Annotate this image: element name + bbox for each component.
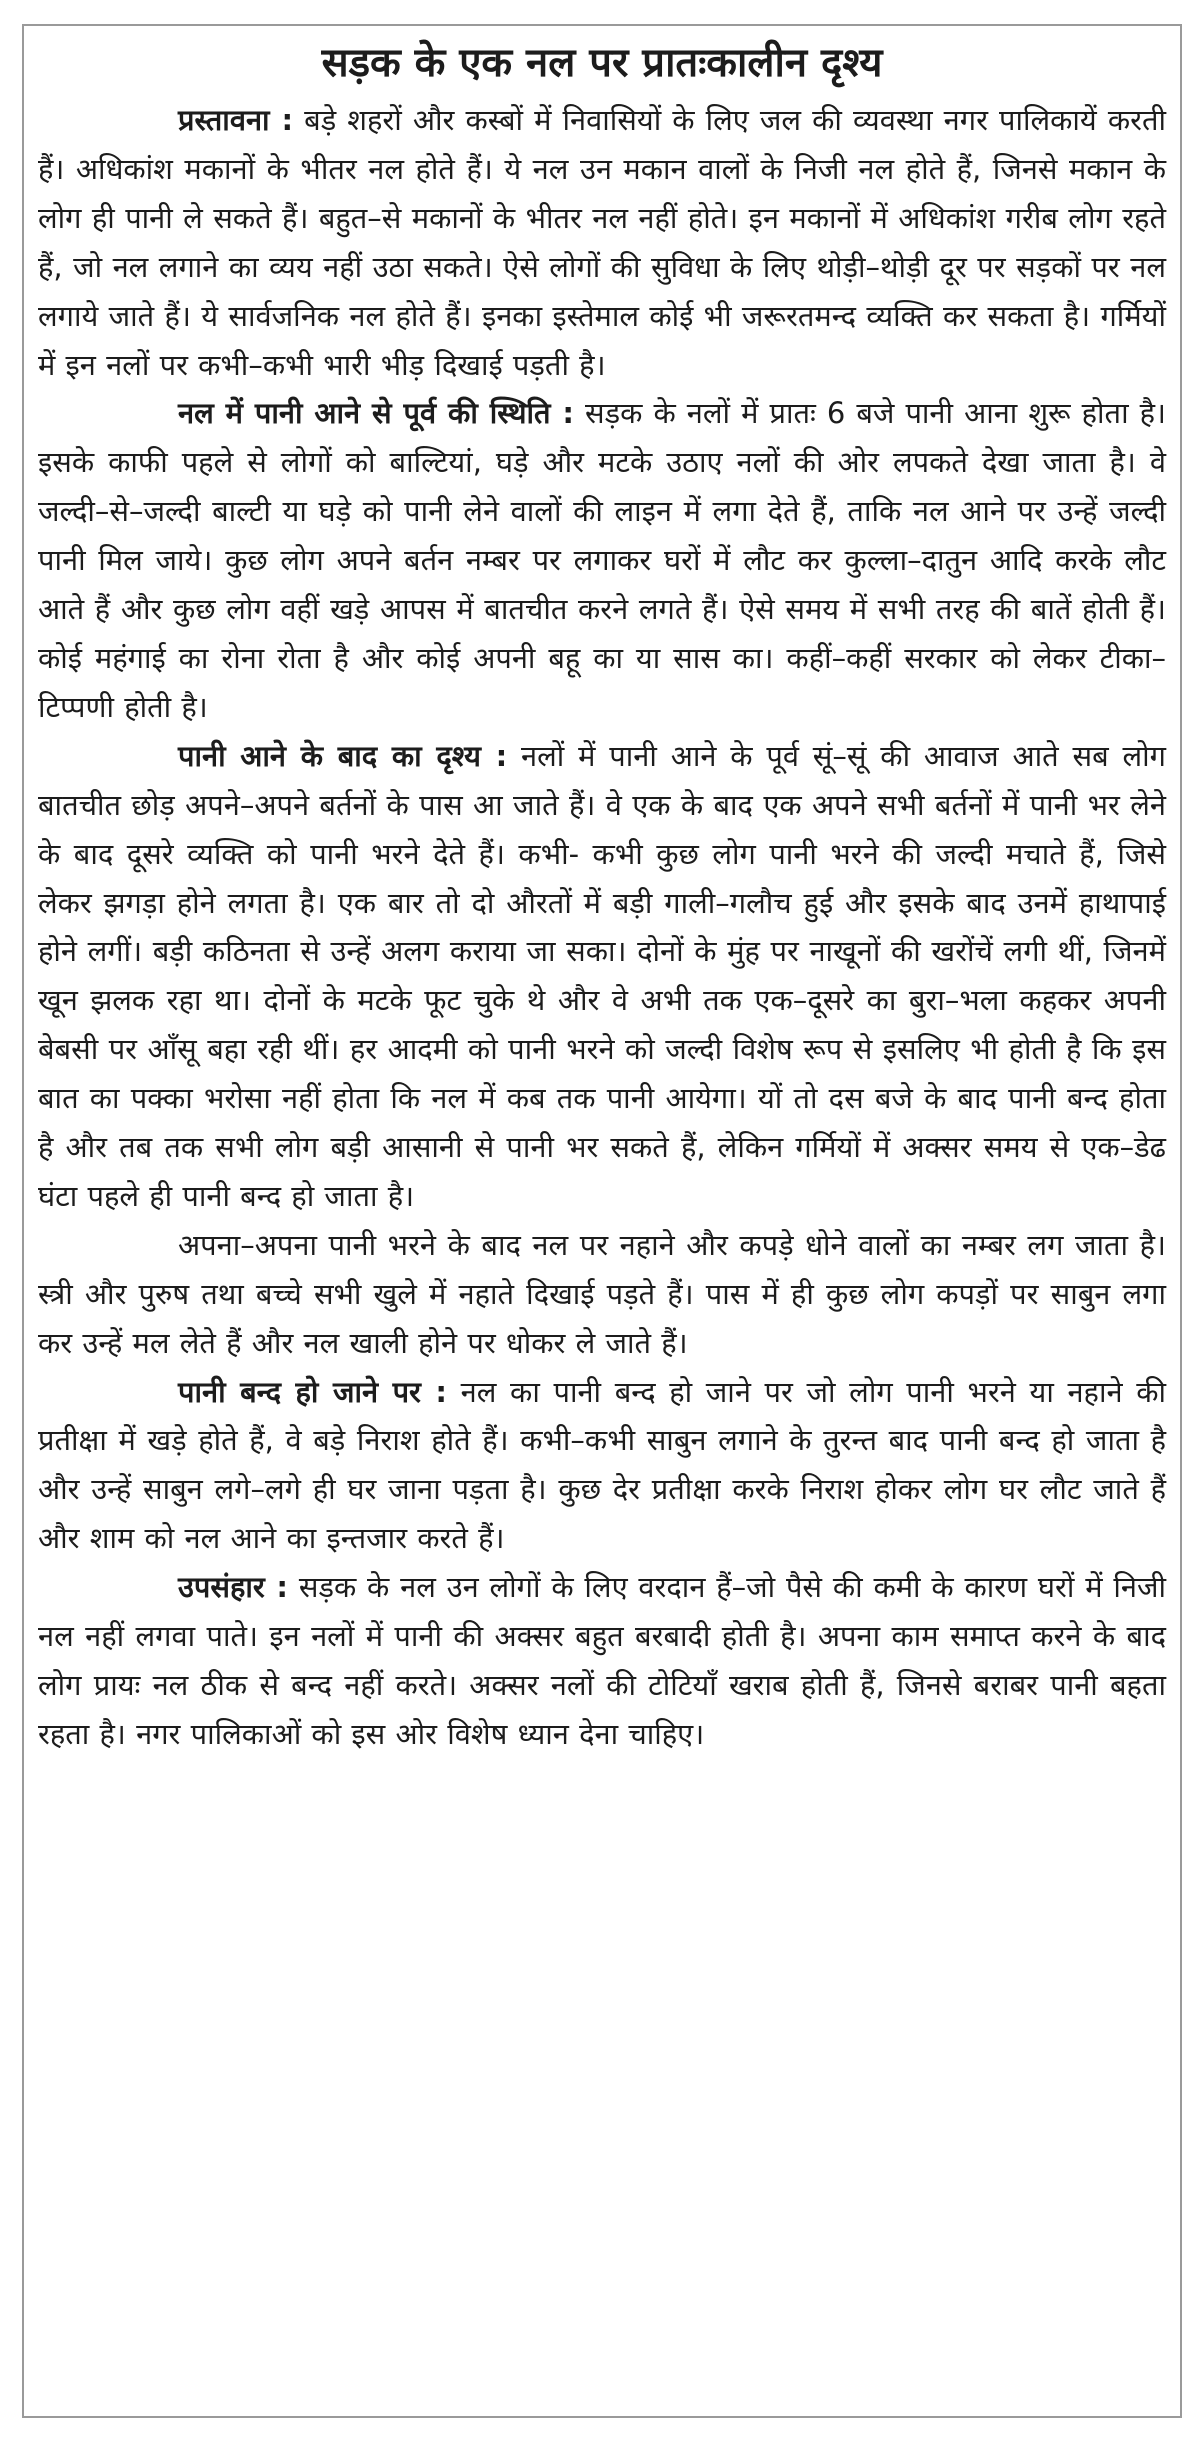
- paragraph-text-after-water: नलों में पानी आने के पूर्व सूं–सूं की आवाज आते सब लोग बातचीत छोड़ अपने–अपने बर्तनों के पास आ जाते हैं। वे एक के बाद एक अपने सभी बर्तनों में पानी भर लेने के बाद दूसरे व्यक्ति को पानी भरने देते हैं। कभी- कभी कुछ लोग पानी भरने की जल्दी मचाते हैं, जिसे लेकर झगड़ा होने लगता है। एक बार तो दो औरतों में बड़ी गाली–गलौच हुई और इसके बाद उनमें हाथापाई होने लगीं। बड़ी कठिनता से उन्हें अलग कराया जा सका। दोनों के मुंह पर नाखूनों की खरोंचें लगी थीं, जिनमें खून झलक रहा था। दोनों के मटके फूट चुके थे और वे अभी तक एक–दूसरे का बुरा–भला कहकर अपनी बेबसी पर आँसू बहा रही थीं। हर आदमी को पानी भरने को जल्दी विशेष रूप से इसलिए भी होती है कि इस बात का पक्का भरोसा नहीं होता कि नल में कब तक पानी आयेगा। यों तो दस बजे के बाद पानी बन्द होता है और तब तक सभी लोग बड़ी आसानी से पानी भर सकते हैं, लेकिन गर्मियों में अक्सर समय से एक–डेढ घंटा पहले ही पानी बन्द हो जाता है।: [38, 738, 1166, 1213]
- paragraph-text-bathing: अपना–अपना पानी भरने के बाद नल पर नहाने और कपड़े धोने वालों का नम्बर लग जाता है। स्त्री और पुरुष तथा बच्चे सभी खुले में नहाते दिखाई पड़ते हैं। पास में ही कुछ लोग कपड़ों पर साबुन लगा कर उन्हें मल लेते हैं और नल खाली होने पर धोकर ले जाते हैं।: [38, 1227, 1166, 1360]
- paragraph-text-introduction: बड़े शहरों और कस्बों में निवासियों के लिए जल की व्यवस्था नगर पालिकायें करती हैं। अधिकांश मकानों के भीतर नल होते हैं। ये नल उन मकान वालों के निजी नल होते हैं, जिनसे मकान के लोग ही पानी ले सकते हैं। बहुत–से मकानों के भीतर नल नहीं होते। इन मकानों में अधिकांश गरीब लोग रहते हैं, जो नल लगाने का व्यय नहीं उठा सकते। ऐसे लोगों की सुविधा के लिए थोड़ी–थोड़ी दूर पर सड़कों पर नल लगाये जाते हैं। ये सार्वजनिक नल होते हैं। इनका इस्तेमाल कोई भी जरूरतमन्द व्यक्ति कर सकता है। गर्मियों में इन नलों पर कभी–कभी भारी भीड़ दिखाई पड़ती है।: [38, 103, 1166, 382]
- paragraph-water-stops: [38, 1368, 1166, 1564]
- paragraph-bathing: [38, 1221, 1166, 1368]
- paragraph-after-water: [38, 732, 1166, 1221]
- paragraph-text-conclusion: सड़क के नल उन लोगों के लिए वरदान हैं–जो पैसे की कमी के कारण घरों में निजी नल नहीं लगवा पाते। इन नलों में पानी की अक्सर बहुत बरबादी होती है। अपना काम समाप्त करने के बाद लोग प्रायः नल ठीक से बन्द नहीं करते। अक्सर नलों की टोटियाँ खराब होती हैं, जिनसे बराबर पानी बहता रहता है। नगर पालिकाओं को इस ओर विशेष ध्यान देना चाहिए।: [38, 1570, 1166, 1751]
- paragraph-introduction: [38, 96, 1166, 389]
- section-heading-after-water: पानी आने के बाद का दृश्य :: [178, 738, 508, 773]
- section-heading-before-water: नल में पानी आने से पूर्व की स्थिति :: [178, 396, 575, 431]
- essay-page: [22, 24, 1182, 2418]
- section-heading-water-stops: पानी बन्द हो जाने पर :: [178, 1374, 448, 1409]
- paragraph-text-water-stops: नल का पानी बन्द हो जाने पर जो लोग पानी भरने या नहाने की प्रतीक्षा में खड़े होते हैं, वे बड़े निराश होते हैं। कभी–कभी साबुन लगाने के तुरन्त बाद पानी बन्द हो जाता है और उन्हें साबुन लगे–लगे ही घर जाना पड़ता है। कुछ देर प्रतीक्षा करके निराश होकर लोग घर लौट जाते हैं और शाम को नल आने का इन्तजार करते हैं।: [38, 1374, 1166, 1556]
- section-heading-introduction: प्रस्तावना :: [178, 103, 294, 137]
- section-heading-conclusion: उपसंहार :: [178, 1570, 289, 1605]
- paragraph-text-before-water: सड़क के नलों में प्रातः 6 बजे पानी आना शुरू होता है। इसके काफी पहले से लोगों को बाल्टियां, घड़े और मटके उठाए नलों की ओर लपकते देखा जाता है। वे जल्दी–से–जल्दी बाल्टी या घड़े को पानी लेने वालों की लाइन में लगा देते हैं, ताकि नल आने पर उन्हें जल्दी पानी मिल जाये। कुछ लोग अपने बर्तन नम्बर पर लगाकर घरों में लौट कर कुल्ला–दातुन आदि करके लौट आते हैं और कुछ लोग वहीं खड़े आपस में बातचीत करने लगते हैं। ऐसे समय में सभी तरह की बातें होती हैं। कोई महंगाई का रोना रोता है और कोई अपनी बहू का या सास का। कहीं–कहीं सरकार को लेकर टीका–टिप्पणी होती है।: [38, 396, 1166, 724]
- paragraph-conclusion: [38, 1563, 1166, 1759]
- essay-title: सड़क के एक नल पर प्रातःकालीन दृश्य: [321, 40, 883, 86]
- paragraph-before-water: [38, 389, 1166, 731]
